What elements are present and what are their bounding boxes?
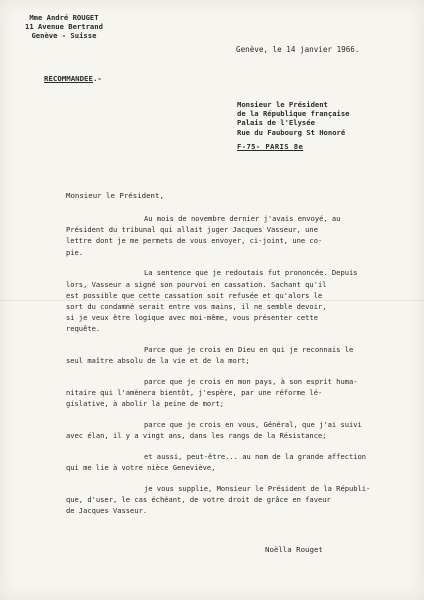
letter-line: qui me lie à votre nièce Geneviève, xyxy=(66,463,216,473)
letter-line: nitaire qui l'amènera bientôt, j'espère, par une réforme lé- xyxy=(66,388,323,398)
letter-line: parce que je crois en vous, Général, que j'ai suivi xyxy=(144,420,362,430)
sender-name: Mme André ROUGET xyxy=(29,13,99,22)
letter-line: lettre dont je me permets de vous envoyer, ci-joint, une co- xyxy=(66,236,323,246)
letter-line: requête. xyxy=(66,324,101,334)
letter-paragraph xyxy=(66,267,391,334)
registered-mail-word: RECOMMANDEE xyxy=(44,74,93,83)
letter-line: seul maître absolu de la vie et de la mort; xyxy=(66,356,250,366)
letter-line: sort du condamné serait entre vos mains, il ne semble devoir, xyxy=(66,301,327,311)
registered-mail-mark xyxy=(44,74,102,83)
sender-city: Genève - Suisse xyxy=(31,31,97,40)
recipient-line: Monsieur le Président xyxy=(237,100,328,109)
salutation: Monsieur le Président, xyxy=(66,191,164,200)
letter-line: si je veux être logique avec moi-même, vous présenter cette xyxy=(66,313,318,323)
recipient-line: Rue du Faubourg St Honoré xyxy=(237,127,346,137)
letter-line: Président du tribunal qui allait juger Jacques Vasseur, une xyxy=(66,225,318,235)
sender-street: 11 Avenue Bertrand xyxy=(25,22,103,31)
signature-name: Noëlla Rouget xyxy=(265,545,323,554)
recipient-line: de la République française xyxy=(237,109,350,119)
letter-line: La sentence que je redoutais fut prononcée. Depuis xyxy=(144,268,358,278)
letter-line: de Jacques Vasseur. xyxy=(66,506,148,516)
letter-line: parce que je crois en mon pays, à son esprit huma- xyxy=(144,376,358,386)
letter-line: je vous supplie, Monsieur le Président de la Républi- xyxy=(144,483,371,493)
recipient-address xyxy=(237,100,350,151)
registered-mail-suffix: .- xyxy=(92,74,102,83)
letter-line: que, d'user, le cas échéant, de votre droit de grâce en faveur xyxy=(66,495,331,505)
letter-line: gislative, à abolir la peine de mort; xyxy=(66,399,225,409)
recipient-city: F-75- PARIS 8e xyxy=(237,141,304,151)
letter-body xyxy=(66,213,391,526)
letter-date: Genève, le 14 janvier 1966. xyxy=(236,45,360,54)
letter-paragraph xyxy=(66,376,391,410)
sender-address xyxy=(25,13,103,40)
letter-line: lors, Vasseur a signé son pourvoi en cassation. Sachant qu'il xyxy=(66,279,327,289)
letter-paragraph xyxy=(66,213,391,258)
letter-line: et aussi, peut-être... au nom de la grande affection xyxy=(144,451,367,461)
letter-line: avec élan, il y a vingt ans, dans les rangs de la Résistance; xyxy=(66,431,327,441)
letter-line: Parce que je crois en Dieu en qui je reconnais le xyxy=(144,345,354,355)
letter-paragraph xyxy=(66,451,391,473)
letter-line: pie. xyxy=(66,247,84,257)
letter-paragraph xyxy=(66,419,391,441)
recipient-line: Palais de l'Elysée xyxy=(237,118,315,128)
letter-paragraph xyxy=(66,344,391,366)
letter-line: Au mois de novembre dernier j'avais envoyé, au xyxy=(144,214,341,223)
letter-line: est possible que cette cassation soit refusée et qu'alors le xyxy=(66,290,323,300)
letter-paragraph xyxy=(66,483,391,517)
